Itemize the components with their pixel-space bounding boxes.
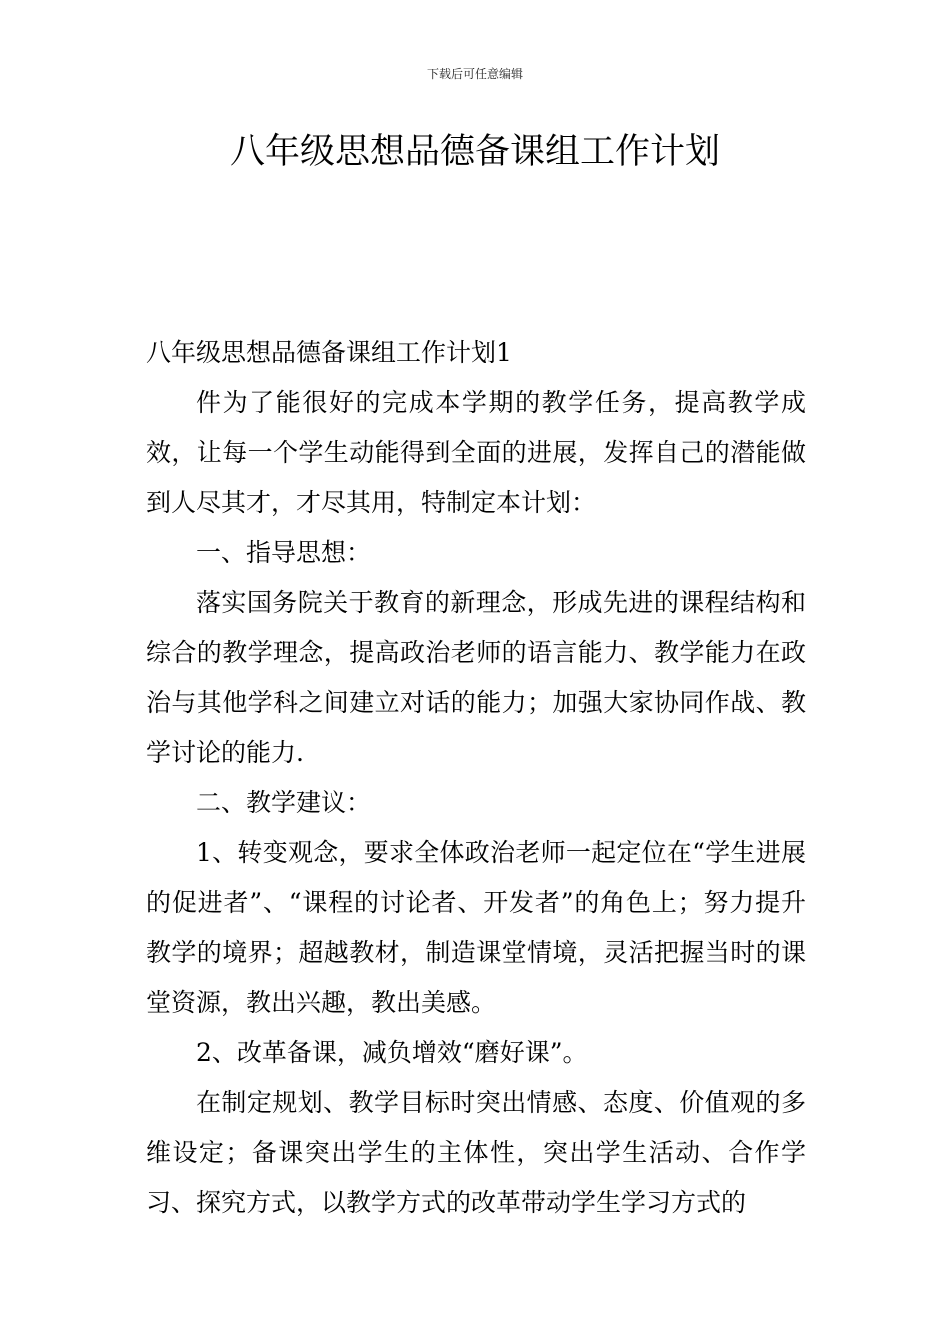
paragraph-suggestion-2: 2、改革备课，减负增效“磨好课”。 <box>196 1038 588 1067</box>
paragraph-suggestion-1: 1、转变观念，要求全体政治老师一起定位在“学生进展的促进者”、“课程的讨论者、开发者”的角色上；努力提升教学的境界；超越教材，制造课堂情境，灵活把握当时的课堂资源，教出兴趣，教出美感。 <box>146 838 806 1017</box>
document-body <box>146 328 806 1228</box>
paragraph-intro: 件为了能很好的完成本学期的教学任务，提高教学成效，让每一个学生动能得到全面的进展，发挥自己的潜能做到人尽其才，才尽其用，特制定本计划： <box>146 388 806 517</box>
section-heading: 八年级思想品德备课组工作计划1 <box>146 338 512 367</box>
heading-guiding-thought: 一、指导思想： <box>196 538 372 567</box>
paragraph-guiding-thought: 落实国务院关于教育的新理念，形成先进的课程结构和综合的教学理念，提高政治老师的语言能力、教学能力在政治与其他学科之间建立对话的能力；加强大家协同作战、教学讨论的能力. <box>146 588 806 767</box>
header-note: 下载后可任意编辑 <box>426 67 523 81</box>
document-title: 八年级思想品德备课组工作计划 <box>229 132 720 172</box>
heading-teaching-suggestions: 二、教学建议： <box>196 788 372 817</box>
paragraph-lesson-planning: 在制定规划、教学目标时突出情感、态度、价值观的多维设定；备课突出学生的主体性，突出学生活动、合作学习、探究方式，以教学方式的改革带动学生学习方式的 <box>146 1088 806 1217</box>
